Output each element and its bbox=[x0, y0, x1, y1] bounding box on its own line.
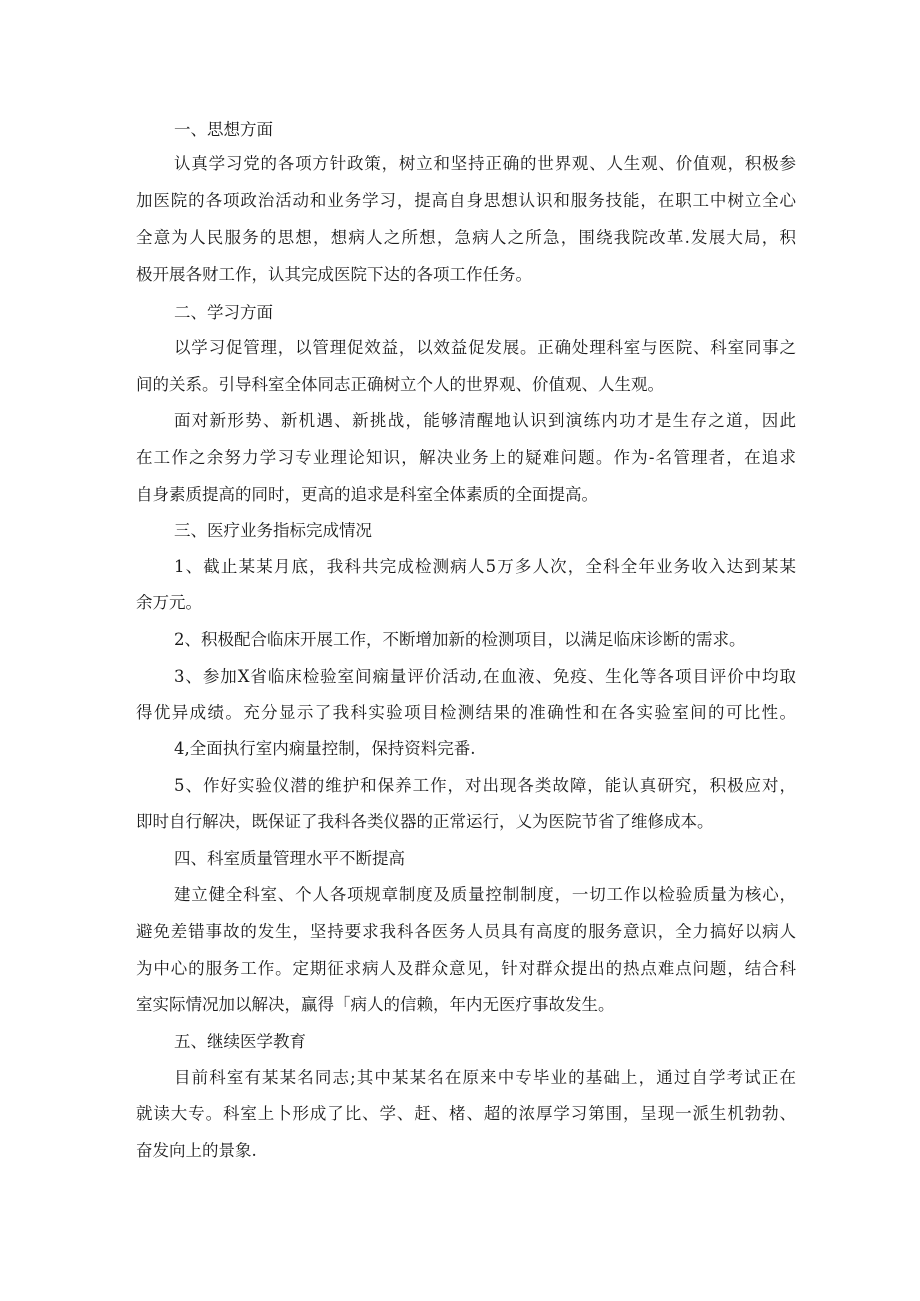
paragraph-line: 就读大专。科室上卜形成了比、学、赶、楮、超的浓厚学习第围，呈现一派生机勃勃、 bbox=[136, 1104, 796, 1123]
paragraph-line: 3、参加X省临床检验室间痫量评价活动,在血液、免疫、生化等各项目评价中均取 bbox=[174, 667, 796, 686]
paragraph-line: 以学习促管理，以管理促效益，以效益促发展。正确处理科室与医院、科室同事之 bbox=[174, 338, 796, 357]
section-heading: 二、学习方面 bbox=[174, 303, 273, 322]
paragraph-line: 加医院的各项政治活动和业务学习，提高自身思想认识和服务技能，在职工中树立全心 bbox=[136, 191, 796, 210]
paragraph-line: 避免差错事故的发生，坚持要求我科各医务人员具有高度的服务意识，全力搞好以病人 bbox=[136, 922, 796, 941]
paragraph-line: 5、作好实验仪潜的维护和保养工作，对出现各类故障，能认真研究，积极应对， bbox=[174, 776, 796, 795]
paragraph-line: 认真学习党的各项方针政策，树立和坚持正确的世界观、人生观、价值观，积极参 bbox=[174, 154, 796, 173]
paragraph-line: 奋发向上的景象. bbox=[136, 1141, 257, 1160]
paragraph-line: 4,全面执行室内痫量控制，保持资料完番. bbox=[174, 739, 476, 758]
paragraph-line: 建立健全科室、个人各项规章制度及质量控制制度，一切工作以检验质量为核心， bbox=[174, 885, 796, 904]
paragraph-line: 得优异成绩。充分显示了我科实验项目检测结果的准确性和在各实验室间的可比性。 bbox=[136, 703, 796, 722]
paragraph-line: 室实际情况加以解决，赢得「病人的信赖，年内无医疗事故发生。 bbox=[136, 995, 615, 1014]
paragraph-line: 在工作之余努力学习专业理论知识，解决业务上的疑难问题。作为-名管理者，在追求 bbox=[136, 448, 796, 467]
paragraph-line: 极开展各财工作，认其完成医院下达的各项工作任务。 bbox=[136, 265, 532, 284]
paragraph-line: 余万元。 bbox=[136, 593, 202, 612]
section-heading: 五、继续医学教育 bbox=[174, 1032, 306, 1051]
section-heading: 三、医疗业务指标完成情况 bbox=[174, 521, 372, 540]
paragraph-line: 目前科室有某某名同志;其中某某名在原来中专毕业的基础上，通过自学考试正在 bbox=[174, 1068, 796, 1087]
paragraph-line: 间的关系。引导科室全体同志正确树立个人的世界观、价值观、人生观。 bbox=[136, 375, 664, 394]
section-heading: 四、科室质量管理水平不断提高 bbox=[174, 849, 405, 868]
paragraph-line: 自身素质提高的同时，更高的追求是科室全体素质的全面提高。 bbox=[136, 485, 598, 504]
paragraph-line: 1、截止某某月底，我科共完成检测病人5万多人次，全科全年业务收入达到某某 bbox=[174, 557, 796, 576]
paragraph-line: 即时自行解决，既保证了我科各类仪器的正常运行，乂为医院节省了维修成本。 bbox=[136, 812, 714, 831]
paragraph-line: 面对新形势、新机遇、新挑战，能够清醒地认识到演练内功才是生存之道，因此 bbox=[174, 411, 796, 430]
paragraph-line: 2、积极配合临床开展工作，不断增加新的检测项目，以满足临床诊断的需求。 bbox=[174, 630, 746, 649]
paragraph-line: 全意为人民服务的思想，想病人之所想，急病人之所急，围绕我院改革.发展大局，积 bbox=[136, 228, 796, 247]
section-heading: 一、思想方面 bbox=[174, 120, 273, 139]
paragraph-line: 为中心的服务工作。定期征求病人及群众意见，针对群众提出的热点难点问题，结合科 bbox=[136, 959, 796, 978]
